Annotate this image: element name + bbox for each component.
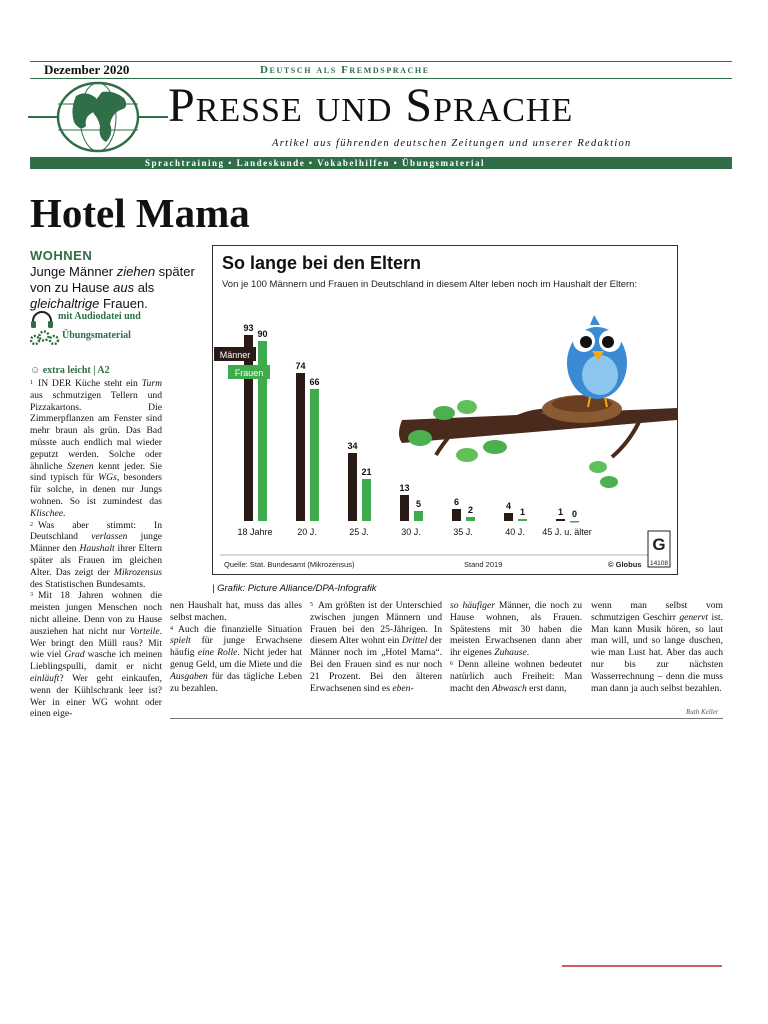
text: kennt jeder. Sie sind typisch für — [30, 460, 162, 484]
vocab-word: eine Rolle — [197, 647, 238, 659]
text: ihrer Eltern später als Frauen im gleichen Alter. Das zeigt der — [30, 543, 162, 578]
vocab-word: Drittel — [401, 635, 428, 647]
issue-date: Dezember 2020 — [44, 62, 130, 77]
paragraph — [591, 600, 723, 694]
chart-title: So lange bei den Eltern — [222, 253, 422, 273]
value-label-frauen: 1 — [519, 507, 526, 517]
text: . — [526, 647, 530, 659]
value-label-frauen: 21 — [361, 467, 372, 477]
vocab-word: Haushalt — [79, 543, 115, 555]
text: aus schmutzigen Tellern und Pizzakartons. Die Zimmerpflanzen am Fenster sind mehr braun als grün. Das Bad müsste auch endlich mal wieder geputzt werden. Solche oder ähnliche — [30, 389, 162, 472]
value-label-maenner: 6 — [453, 497, 460, 507]
category-label: 40 J. — [505, 527, 525, 537]
chart-source: Quelle: Stat. Bundesamt (Mikrozensus) — [224, 560, 355, 569]
masthead-title: Presse und Sprache — [168, 79, 574, 132]
legend-frauen: Frauen — [234, 368, 264, 378]
level-text: extra leicht | A2 — [42, 365, 110, 376]
masthead-subtitle: Artikel aus führenden deutschen Zeitungen und unserer Redaktion — [272, 138, 632, 149]
chart — [212, 245, 678, 575]
globus-logo-letter: G — [652, 535, 666, 554]
paragraph — [170, 600, 302, 624]
lede-part: aus — [113, 280, 135, 295]
value-label-maenner: 13 — [399, 483, 410, 493]
vocab-word: Ausgaben — [170, 670, 208, 682]
header-kicker: Deutsch als Fremdsprache — [260, 64, 430, 76]
paragraph-number: 4 — [170, 625, 173, 632]
vocab-word: Mikrozensus — [113, 566, 162, 578]
value-label-maenner: 4 — [505, 501, 512, 511]
section-label: WOHNEN — [30, 248, 93, 263]
text-column-5 — [591, 600, 723, 694]
text: . Wer bringt den Müll raus? Mit wie viel — [30, 625, 162, 661]
text: . Nicht jeder hat genug Geld, um die Miete und die — [170, 647, 302, 670]
chart-subtitle-wrap — [222, 279, 642, 309]
text: Was aber stimmt: In Deutschland — [30, 519, 162, 543]
bar-maenner — [452, 509, 461, 521]
text: nen Haushalt hat, muss das alles selbst machen. — [170, 600, 302, 623]
value-label-maenner: 74 — [295, 361, 306, 371]
bar-frauen — [466, 517, 475, 521]
exercise-label[interactable]: Übungsmaterial — [62, 330, 131, 341]
value-label-frauen: 66 — [309, 377, 320, 387]
category-label: 25 J. — [349, 527, 369, 537]
paragraph — [310, 600, 442, 694]
category-label: 18 Jahre — [237, 527, 273, 537]
category-label: 35 J. — [453, 527, 473, 537]
lede-part: später von zu Hause — [30, 264, 195, 295]
bar-frauen — [362, 479, 371, 521]
value-label-frauen: 90 — [257, 329, 268, 339]
audio-label[interactable]: mit Audiodatei und — [58, 311, 141, 322]
value-label-frauen: 0 — [571, 509, 578, 519]
bar-frauen — [414, 511, 423, 521]
vocab-word: Abwasch — [492, 682, 527, 694]
level-badge — [30, 365, 110, 376]
vocab-word: genervt — [679, 611, 709, 623]
chart-stand: Stand 2019 — [464, 560, 503, 569]
bar-maenner — [504, 513, 513, 521]
lede-part: Frauen. — [99, 296, 148, 311]
legend-maenner: Männer — [219, 350, 251, 360]
footer-rule — [170, 718, 723, 719]
category-label: 45 J. u. älter — [542, 527, 592, 537]
vocab-word: spielt — [170, 635, 191, 647]
vocab-word: Szenen — [67, 460, 94, 472]
paragraph — [450, 600, 582, 659]
scan-artifact-line — [562, 965, 722, 967]
smiley-icon: ☺ — [30, 365, 43, 376]
text: ist. Man kann Musik hören, so laut man will, und so lange duschen, wie man Lust hat. Aber das auch nur bis zur nächsten Wasserrechnung – denn die muss man dann ja auch selbst bezahlen. — [591, 611, 723, 694]
bar-maenner — [296, 373, 305, 521]
value-label-maenner: 93 — [243, 323, 254, 333]
text: . — [63, 507, 66, 519]
vocab-word: so häufiger — [450, 600, 495, 611]
paragraph-number: 5 — [310, 602, 313, 608]
chart-code: 14108 — [649, 560, 669, 567]
paragraph — [30, 520, 162, 591]
bar-maenner — [400, 495, 409, 521]
text: für das tägliche Leben zu bezahlen. — [170, 670, 302, 694]
vocab-word: eben- — [392, 682, 414, 694]
vocab-word: Grad — [64, 649, 85, 661]
vocab-word: WGs — [98, 472, 117, 484]
bar-maenner — [244, 335, 253, 521]
bar-maenner — [556, 519, 565, 521]
vocab-word: verlassen — [91, 531, 128, 543]
text-column-3 — [310, 600, 442, 694]
bar-frauen — [518, 519, 527, 521]
text: IN DER Küche steht ein — [38, 378, 142, 389]
vocab-word: einläuft — [30, 672, 60, 684]
text: ? Wer geht einkaufen, wenn der Kühlschrank leer ist? Wer in einer WG wohnt oder einen eige- — [30, 672, 162, 720]
paragraph-number: 6 — [450, 660, 453, 667]
paragraph — [170, 624, 302, 695]
paragraph-number: 1 — [30, 380, 33, 386]
header-rule-top — [30, 61, 732, 62]
bar-frauen — [570, 521, 579, 523]
article-title: Hotel Mama — [30, 190, 250, 236]
bar-maenner — [348, 453, 357, 521]
lede-part: Junge Männer — [30, 264, 117, 279]
vocab-word: Zuhause — [494, 647, 527, 659]
text: Denn alleine wohnen bedeutet natürlich auch Freiheit: Man macht den — [450, 658, 582, 694]
text: wenn man selbst vom schmutzigen Geschirr — [591, 600, 723, 623]
text-column-2 — [170, 600, 302, 694]
bar-frauen — [310, 389, 319, 521]
chart-brand: © Globus — [608, 560, 642, 569]
author-name: Ruth Keller — [686, 708, 719, 716]
text: für junge Erwachsene häufig — [170, 635, 302, 659]
headphones-icon[interactable] — [30, 311, 54, 329]
lede-part: als — [134, 280, 155, 295]
category-label: 30 J. — [401, 527, 421, 537]
rubric-text: Sprachtraining • Landeskunde • Vokabelhilfen • Übungsmaterial — [145, 158, 486, 168]
paragraph-number: 3 — [30, 592, 33, 599]
text-column-1 — [30, 378, 162, 720]
text: wasche ich meinen Lieblingspulli, damit er nicht — [30, 649, 162, 673]
paragraph — [450, 659, 582, 694]
value-label-frauen: 5 — [415, 499, 422, 509]
lede-part: ziehen — [116, 264, 156, 279]
value-label-frauen: 2 — [467, 505, 474, 515]
article-lede — [30, 264, 202, 312]
paragraph — [30, 590, 162, 720]
category-label: 20 J. — [297, 527, 317, 537]
text: erst dann, — [526, 682, 567, 694]
text: der Männer noch im „Hotel Mama“. Bei den Frauen sind es nur noch 21 Prozent. Bei den älteren Erwachsenen sind es — [310, 635, 442, 694]
vocab-word: Klischee — [30, 507, 64, 519]
globe-logo-icon — [28, 80, 168, 154]
value-label-maenner: 34 — [347, 441, 358, 451]
chart-subtitle: Von je 100 Männern und Frauen in Deutschland in diesem Alter leben noch im Haushalt der Eltern: — [222, 279, 638, 290]
text-column-4 — [450, 600, 582, 694]
paragraph-number: 2 — [30, 521, 33, 528]
text: , besonders für solche, in denen nur Jungs wohnen. So ist zumindest das — [30, 472, 162, 507]
graphic-credit: | Grafik: Picture Alliance/DPA-Infografik — [212, 583, 377, 594]
gears-icon[interactable] — [30, 330, 60, 346]
value-label-maenner: 1 — [557, 507, 564, 517]
text: Mit 18 Jahren wohnen die meisten jungen Menschen noch nicht alleine. Denn von zu Hause ausziehen hat nicht nur — [30, 590, 162, 637]
vocab-word: Vorteile — [129, 625, 160, 637]
vocab-word: Turm — [141, 378, 162, 389]
text: Auch die finanzielle Situation — [178, 623, 302, 635]
lede-part: gleichaltrige — [30, 296, 100, 311]
text: junge Männer den — [30, 531, 162, 555]
text: Männer, die noch zu Hause wohnen, als Frauen. Spätestens mit 30 haben die meisten Erwachsenen dann aber ihr eigenes — [450, 600, 582, 659]
text: Am größten ist der Unterschied zwischen jungen Männern und Frauen bei den 25-Jährigen. In diesem Alter wohnt ein — [310, 600, 442, 647]
text: des Statistischen Bundesamts. — [30, 578, 146, 590]
paragraph — [30, 378, 162, 520]
